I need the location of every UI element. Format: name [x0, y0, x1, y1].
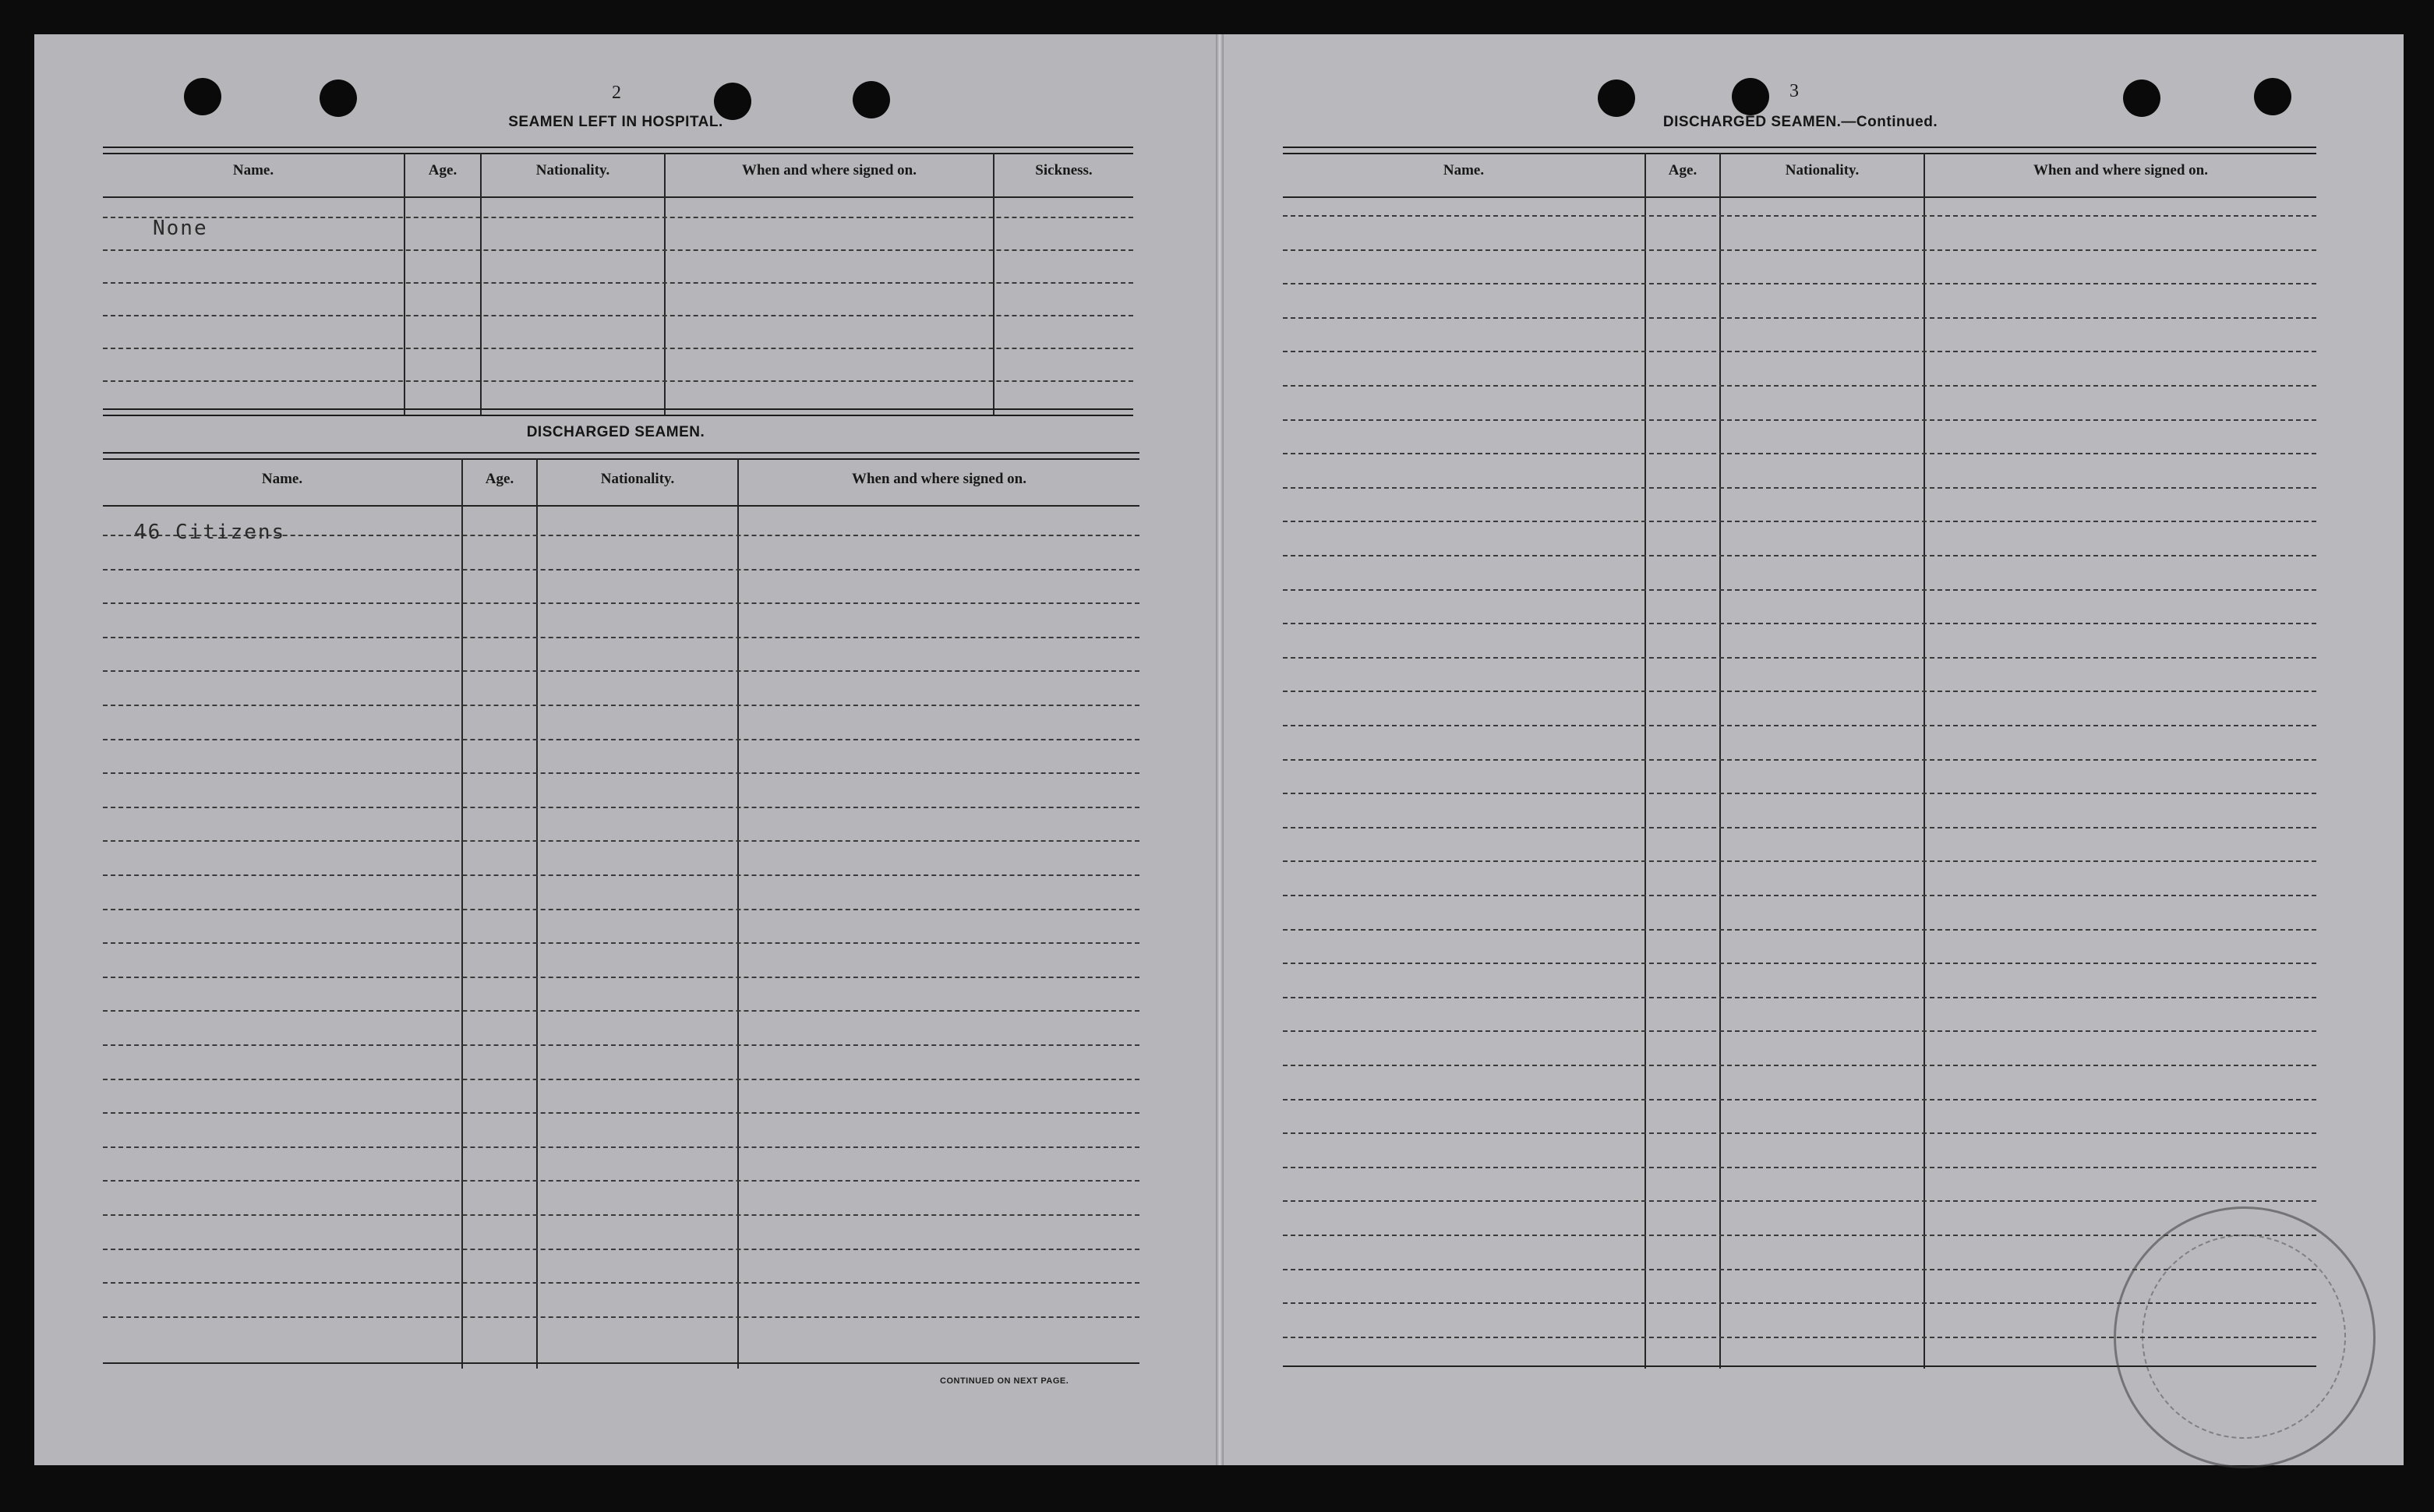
- ruled-line: [103, 602, 1139, 604]
- ruled-line: [1283, 623, 2316, 624]
- column-header: When and where signed on.: [741, 162, 917, 178]
- discharged-section-title: DISCHARGED SEAMEN.: [526, 424, 705, 440]
- ruled-line: [103, 1112, 1139, 1114]
- ruled-line: [1283, 215, 2316, 217]
- ruled-line: [1283, 827, 2316, 828]
- ruled-line: [103, 909, 1139, 910]
- punch-hole: [184, 78, 221, 115]
- punch-hole: [853, 81, 890, 118]
- ruled-line: [1283, 1099, 2316, 1100]
- ruled-line: [1283, 793, 2316, 794]
- ruled-line: [103, 1316, 1139, 1318]
- ruled-line: [103, 977, 1139, 978]
- ruled-line: [1283, 589, 2316, 591]
- ruled-line: [1283, 895, 2316, 896]
- ruled-line: [1283, 759, 2316, 761]
- ruled-line: [103, 874, 1139, 876]
- discharged-entry: 46 Citizens: [134, 521, 286, 544]
- continued-note: CONTINUED ON NEXT PAGE.: [940, 1376, 1069, 1386]
- punch-hole: [1732, 78, 1769, 115]
- column-header: Name.: [232, 162, 274, 178]
- ruled-line: [103, 637, 1139, 638]
- ruled-line: [1283, 997, 2316, 998]
- ruled-line: [1283, 1200, 2316, 1202]
- ruled-line: [103, 1146, 1139, 1148]
- column-header: Age.: [428, 162, 457, 178]
- punch-hole: [320, 79, 357, 117]
- ruled-line: [103, 840, 1139, 842]
- discharged-table: [103, 452, 1139, 1369]
- ruled-line: [1283, 385, 2316, 387]
- ruled-line: [1283, 555, 2316, 556]
- ruled-line: [1283, 691, 2316, 692]
- postmark-stamp-ring: [2142, 1235, 2346, 1439]
- ruled-line: [1283, 963, 2316, 964]
- page-number: 2: [612, 83, 621, 103]
- discharged-continued-table: [1283, 147, 2316, 1369]
- ruled-line: [103, 670, 1139, 672]
- ruled-line: [103, 1044, 1139, 1046]
- ruled-line: [1283, 317, 2316, 319]
- ruled-line: [1283, 487, 2316, 489]
- ruled-line: [1283, 860, 2316, 862]
- ruled-line: [103, 772, 1139, 774]
- ruled-line: [103, 739, 1139, 740]
- column-header: When and where signed on.: [851, 471, 1026, 487]
- column-header: Nationality.: [1785, 162, 1860, 178]
- ruled-line: [103, 807, 1139, 808]
- hospital-table: [103, 147, 1133, 415]
- ruled-line: [1283, 351, 2316, 352]
- discharged-continued-title: DISCHARGED SEAMEN.—Continued.: [1662, 114, 1938, 130]
- ruled-line: [1283, 1132, 2316, 1134]
- ruled-line: [103, 1079, 1139, 1080]
- page-fold: [1216, 34, 1224, 1465]
- punch-hole: [2123, 79, 2160, 117]
- column-header: Sickness.: [1035, 162, 1093, 178]
- hospital-entry: None: [153, 217, 208, 240]
- ruled-line: [103, 942, 1139, 944]
- ruled-line: [1283, 283, 2316, 284]
- hospital-section-title: SEAMEN LEFT IN HOSPITAL.: [508, 114, 723, 130]
- column-header: Age.: [1668, 162, 1697, 178]
- ruled-line: [103, 705, 1139, 706]
- page-number: 3: [1789, 81, 1799, 101]
- punch-hole: [1598, 79, 1635, 117]
- ruled-line: [103, 1282, 1139, 1284]
- ruled-line: [1283, 1167, 2316, 1168]
- ruled-line: [1283, 249, 2316, 251]
- ruled-line: [103, 569, 1139, 571]
- column-header: When and where signed on.: [2033, 162, 2208, 178]
- ruled-line: [103, 1010, 1139, 1012]
- ruled-line: [1283, 725, 2316, 726]
- column-header: Nationality.: [600, 471, 675, 487]
- ruled-line: [1283, 657, 2316, 659]
- ruled-line: [1283, 453, 2316, 454]
- column-header: Name.: [1443, 162, 1485, 178]
- column-header: Name.: [261, 471, 303, 487]
- ruled-line: [1283, 521, 2316, 522]
- ruled-line: [103, 1249, 1139, 1250]
- column-header: Nationality.: [535, 162, 610, 178]
- ruled-line: [1283, 419, 2316, 421]
- punch-hole: [2254, 78, 2291, 115]
- ruled-line: [1283, 1030, 2316, 1032]
- ruled-line: [103, 1214, 1139, 1216]
- ruled-line: [1283, 929, 2316, 931]
- ruled-line: [1283, 1065, 2316, 1066]
- column-header: Age.: [485, 471, 514, 487]
- ruled-line: [103, 1180, 1139, 1182]
